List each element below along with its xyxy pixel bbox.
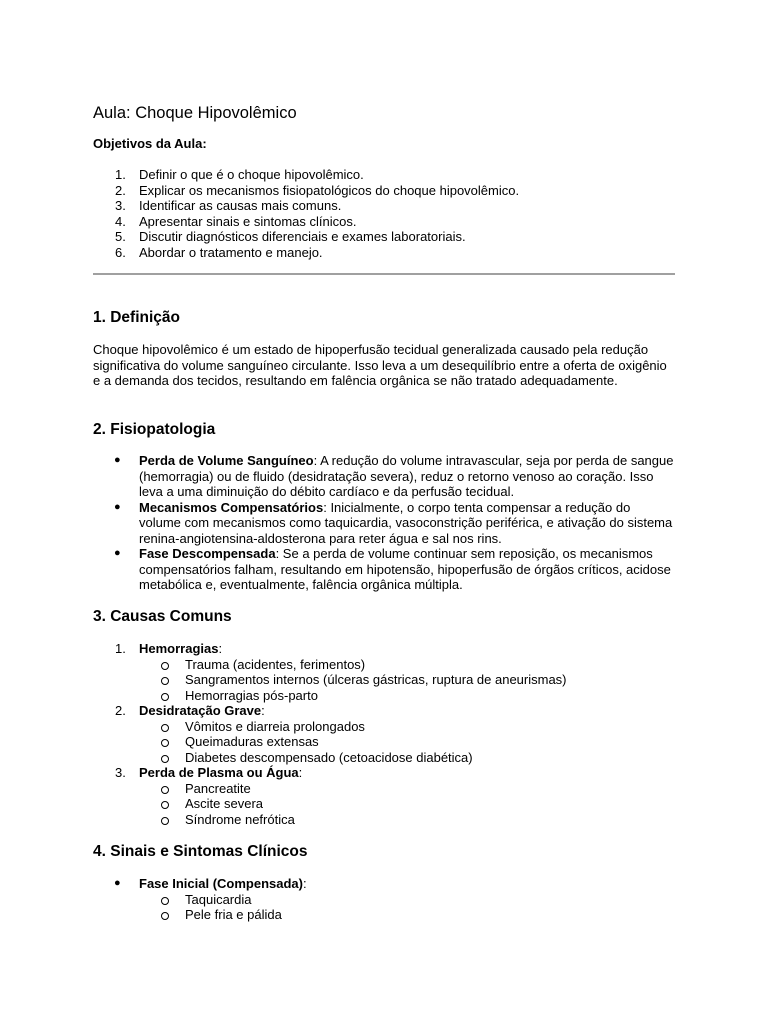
section-heading-causes: 3. Causas Comuns — [93, 608, 232, 625]
section-heading-definition: 1. Definição — [93, 309, 180, 326]
sublist-item: Sangramentos internos (úlceras gástricas, ruptura de aneurismas) — [139, 672, 675, 688]
circle-bullet-icon — [161, 739, 169, 747]
circle-bullet-icon — [161, 755, 169, 763]
bullet-icon: ● — [114, 547, 121, 559]
signs-list — [93, 876, 675, 923]
sublist-item: Diabetes descompensado (cetoacidose diabética) — [139, 750, 675, 766]
sublist-item: Pele fria e pálida — [139, 907, 675, 923]
causes-list — [93, 641, 675, 827]
sublist-item: Taquicardia — [139, 892, 675, 908]
list-item: 4. Apresentar sinais e sintomas clínicos. — [115, 213, 357, 229]
list-item: 6. Abordar o tratamento e manejo. — [115, 244, 323, 260]
bullet-icon: ● — [114, 500, 121, 513]
list-item: ● Fase Descompensada: Se a perda de volume continuar sem reposição, os mecanismos compensatórios falham, resultando em hipotensão, hipoperfusão de órgãos críticos, acidose metabólica e, eventualmente, falência orgânica múltipla. — [114, 546, 671, 592]
sublist-item: Vômitos e diarreia prolongados — [139, 719, 675, 735]
circle-bullet-icon — [161, 724, 169, 732]
sublist — [139, 657, 675, 704]
circle-bullet-icon — [161, 912, 169, 920]
objectives-heading: Objetivos da Aula: — [93, 136, 207, 151]
document-title: Aula: Choque Hipovolêmico — [93, 104, 297, 122]
list-item: 2. Desidratação Grave: Vômitos e diarreia prolongados Queimaduras extensas Diabetes descompensado (cetoacidose diabética) — [93, 703, 675, 765]
list-item: 5. Discutir diagnósticos diferenciais e exames laboratoriais. — [115, 229, 466, 244]
section-heading-physiopathology: 2. Fisiopatologia — [93, 421, 216, 438]
physiopathology-list — [93, 453, 675, 593]
list-item: ● Perda de Volume Sanguíneo: A redução do volume intravascular, seja por perda de sangue (hemorragia) ou de fluido (desidratação severa), reduz o retorno venoso ao coração. Isso leva a uma diminuição do débito cardíaco e da perfusão tecidual. — [114, 453, 674, 499]
circle-bullet-icon — [161, 817, 169, 825]
circle-bullet-icon — [161, 801, 169, 809]
objectives-list — [93, 167, 675, 260]
definition-paragraph: Choque hipovolêmico é um estado de hipoperfusão tecidual generalizada causado pela redução significativa do volume sanguíneo circulante. Isso leva a um desequilíbrio entre a oferta de oxigênio e a demanda dos tecidos, resultando em falência orgânica se não tratado adequadamente. — [93, 342, 667, 388]
sublist-item: Hemorragias pós-parto — [139, 688, 675, 704]
circle-bullet-icon — [161, 897, 169, 905]
section-heading-signs: 4. Sinais e Sintomas Clínicos — [93, 843, 308, 860]
list-item: 1. Hemorragias: Trauma (acidentes, ferimentos) Sangramentos internos (úlceras gástricas, ruptura de aneurismas) Hemorragias pós-parto — [93, 641, 675, 703]
sublist-item: Trauma (acidentes, ferimentos) — [139, 657, 675, 673]
list-item: 1. Definir o que é o choque hipovolêmico. — [115, 167, 364, 182]
sublist-item: Pancreatite — [139, 781, 675, 797]
bullet-icon: ● — [114, 454, 121, 466]
circle-bullet-icon — [161, 693, 169, 701]
list-item: ● Fase Inicial (Compensada): Taquicardia Pele fria e pálida — [93, 876, 675, 923]
list-item: 2. Explicar os mecanismos fisiopatológicos do choque hipovolêmico. — [115, 182, 520, 198]
sublist — [139, 892, 675, 923]
sublist — [139, 781, 675, 828]
list-item: 3. Perda de Plasma ou Água: Pancreatite Ascite severa Síndrome nefrótica — [93, 765, 675, 827]
list-item: 3. Identificar as causas mais comuns. — [115, 198, 342, 213]
circle-bullet-icon — [161, 662, 169, 670]
sublist-item: Queimaduras extensas — [139, 734, 675, 750]
list-item: ● Mecanismos Compensatórios: Inicialmente, o corpo tenta compensar a redução do volume com mecanismos como taquicardia, vasoconstrição periférica, e ativação do sistema renina-angiotensina-aldosterona para reter água e sal nos rins. — [114, 499, 673, 546]
horizontal-divider — [93, 273, 675, 275]
sublist-item: Ascite severa — [139, 796, 675, 812]
bullet-icon: ● — [114, 877, 121, 889]
sublist-item: Síndrome nefrótica — [139, 812, 675, 828]
circle-bullet-icon — [161, 786, 169, 794]
sublist — [139, 719, 675, 766]
circle-bullet-icon — [161, 677, 169, 685]
